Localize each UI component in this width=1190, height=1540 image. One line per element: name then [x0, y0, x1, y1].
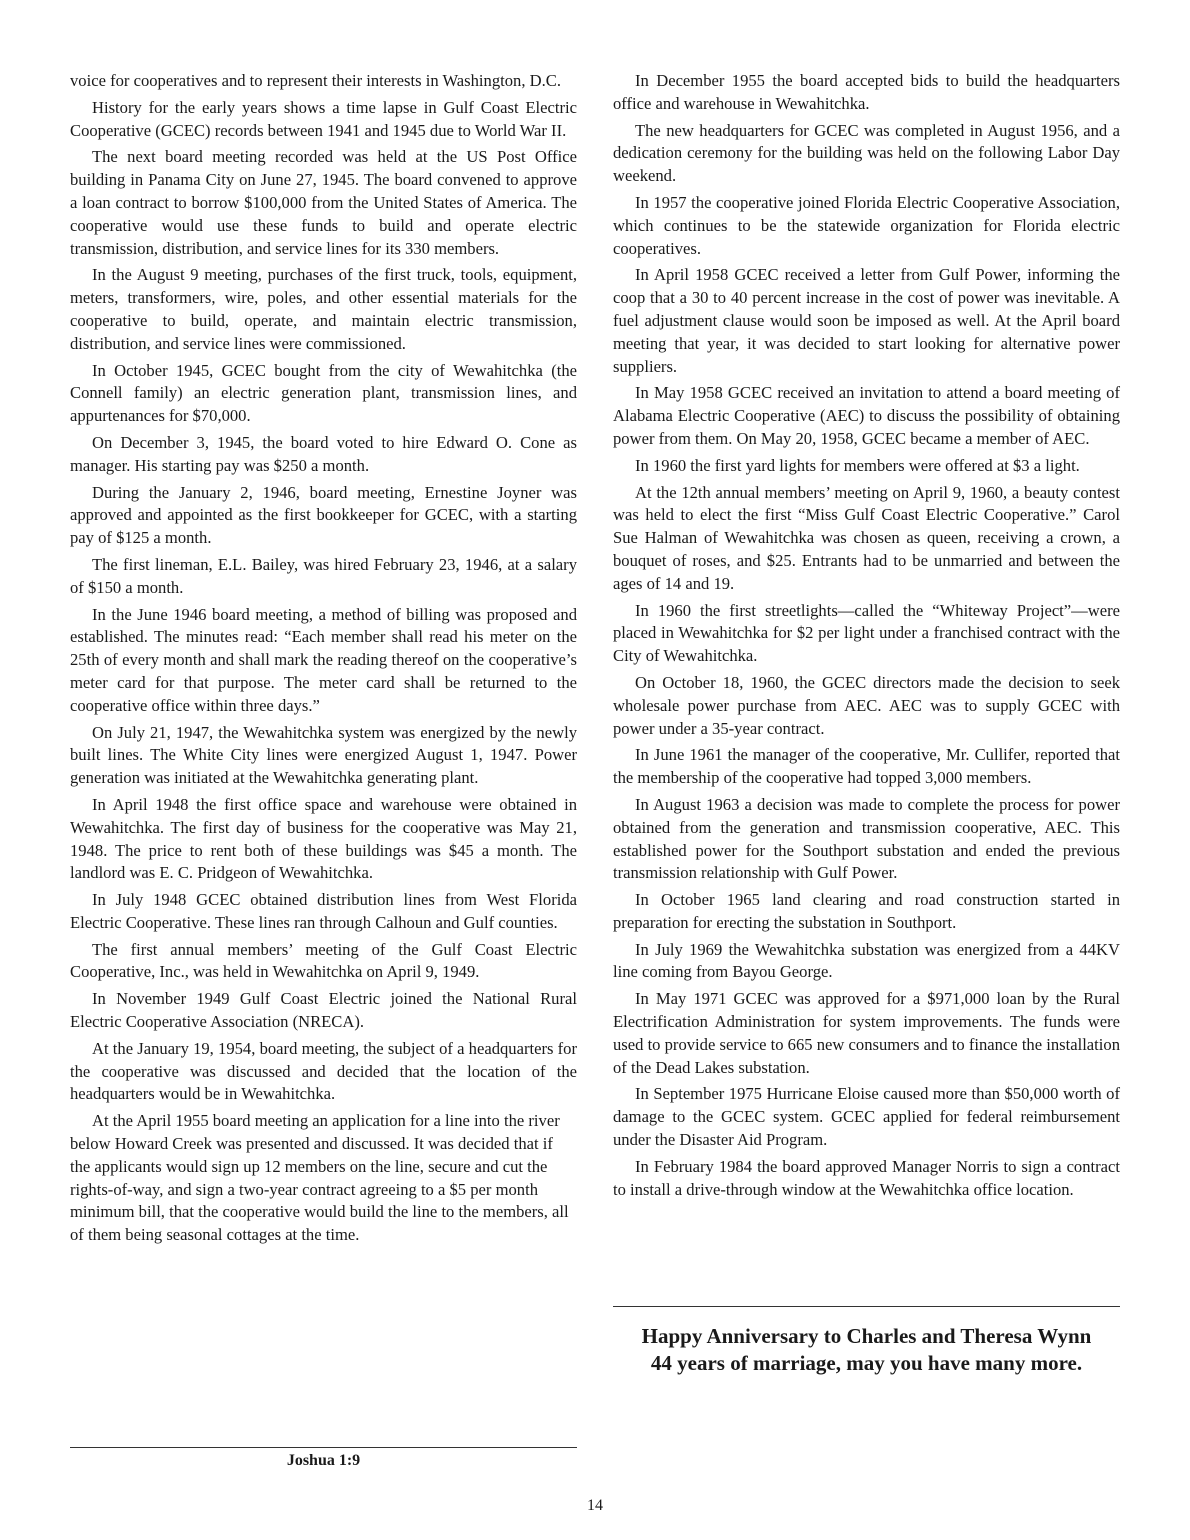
- paragraph: In July 1948 GCEC obtained distribution lines from West Florida Electric Cooperative. These lines ran through Calhoun and Gulf counties.: [70, 890, 577, 932]
- anniversary-notice: [613, 1323, 1120, 1377]
- paragraph: In 1960 the first yard lights for members were offered at $3 a light.: [635, 455, 1080, 475]
- left-column: [70, 70, 577, 1251]
- paragraph: In October 1965 land clearing and road construction started in preparation for erecting the substation in Southport.: [613, 890, 1120, 932]
- paragraph: During the January 2, 1946, board meeting, Ernestine Joyner was approved and appointed as the first bookkeeper for GCEC, with a starting pay of $125 a month.: [70, 482, 577, 548]
- paragraph: voice for cooperatives and to represent their interests in Washington, D.C.: [70, 71, 561, 90]
- divider-left: [70, 1447, 577, 1448]
- paragraph: In the June 1946 board meeting, a method of billing was proposed and established. The minutes read: “Each member shall read his meter on the 25th of every month and shall mark the reading thereof on the cooperative’s meter card for that purpose. The meter card shall be returned to the cooperative office within three days.”: [70, 604, 577, 715]
- paragraph: History for the early years shows a time lapse in Gulf Coast Electric Cooperative (GCEC) records between 1941 and 1945 due to World War II.: [70, 97, 577, 140]
- paragraph: In May 1958 GCEC received an invitation to attend a board meeting of Alabama Electric Cooperative (AEC) to discuss the possibility of obtaining power from them. On May 20, 1958, GCEC became a member of AEC.: [613, 383, 1120, 448]
- paragraph: On July 21, 1947, the Wewahitchka system was energized by the newly built lines. The White City lines were energized August 1, 1947. Power generation was initiated at the Wewahitchka generating plant.: [70, 722, 577, 788]
- paragraph: In 1957 the cooperative joined Florida Electric Cooperative Association, which continues to be the statewide organization for Florida electric cooperatives.: [613, 192, 1120, 258]
- paragraph: On October 18, 1960, the GCEC directors made the decision to seek wholesale power purchase from AEC. AEC was to supply GCEC with power under a 35-year contract.: [613, 672, 1120, 738]
- notice-line-2: 44 years of marriage, may you have many more.: [650, 1351, 1083, 1375]
- page-number: 14: [587, 1497, 603, 1514]
- paragraph: In June 1961 the manager of the cooperative, Mr. Cullifer, reported that the membership of the cooperative had topped 3,000 members.: [613, 745, 1120, 788]
- paragraph: In April 1958 GCEC received a letter from Gulf Power, informing the coop that a 30 to 40 percent increase in the cost of power was inevitable. A fuel adjustment clause would soon be imposed as well. At the April board meeting that year, it was decided to start looking for alternative power suppliers.: [613, 265, 1120, 376]
- paragraph: On December 3, 1945, the board voted to hire Edward O. Cone as manager. His starting pay was $250 a month.: [70, 432, 577, 475]
- paragraph: In September 1975 Hurricane Eloise caused more than $50,000 worth of damage to the GCEC system. GCEC applied for federal reimbursement under the Disaster Aid Program.: [613, 1084, 1120, 1150]
- paragraph: The first annual members’ meeting of the Gulf Coast Electric Cooperative, Inc., was held in Wewahitchka on April 9, 1949.: [70, 939, 577, 982]
- paragraph: In December 1955 the board accepted bids to build the headquarters office and warehouse in Wewahitchka.: [613, 71, 1120, 113]
- paragraph: In July 1969 the Wewahitchka substation was energized from a 44KV line coming from Bayou George.: [613, 939, 1120, 982]
- paragraph: In August 1963 a decision was made to complete the process for power obtained from the generation and transmission cooperative, AEC. This established power for the Southport substation and ended the previous transmission relationship with Gulf Power.: [613, 794, 1120, 883]
- paragraph: In 1960 the first streetlights—called the “Whiteway Project”—were placed in Wewahitchka for $2 per light under a franchised contract with the City of Wewahitchka.: [613, 600, 1120, 666]
- paragraph: In May 1971 GCEC was approved for a $971,000 loan by the Rural Electrification Administration for system improvements. The funds were used to provide service to 665 new consumers and to finance the installation of the Dead Lakes substation.: [613, 989, 1120, 1077]
- paragraph: In the August 9 meeting, purchases of the first truck, tools, equipment, meters, transformers, wire, poles, and other essential materials for the cooperative to build, operate, and maintain electric transmission, distribution, and service lines were commissioned.: [70, 265, 577, 353]
- paragraph: In November 1949 Gulf Coast Electric joined the National Rural Electric Cooperative Association (NRECA).: [70, 989, 577, 1032]
- right-column: [613, 70, 1120, 1205]
- paragraph: At the January 19, 1954, board meeting, the subject of a headquarters for the cooperative was discussed and decided that the location of the headquarters would be in Wewahitchka.: [70, 1038, 577, 1104]
- paragraph: At the April 1955 board meeting an application for a line into the river below Howard Creek was presented and discussed. It was decided that if the applicants would sign up 12 members on the line, secure and cut the rights-of-way, and sign a two-year contract agreeing to a $5 per month minimum bill, that the cooperative would build the line to the members, all of them being seasonal cottages at the time.: [70, 1111, 569, 1245]
- paragraph: In October 1945, GCEC bought from the city of Wewahitchka (the Connell family) an electric generation plant, transmission lines, and appurtenances for $70,000.: [70, 360, 577, 426]
- paragraph: In February 1984 the board approved Manager Norris to sign a contract to install a drive-through window at the Wewahitchka office location.: [613, 1156, 1120, 1199]
- paragraph: In April 1948 the first office space and warehouse were obtained in Wewahitchka. The first day of business for the cooperative was May 21, 1948. The price to rent both of these buildings was $45 a month. The landlord was E. C. Pridgeon of Wewahitchka.: [70, 794, 577, 883]
- footer-verse: Joshua 1:9: [286, 1452, 361, 1469]
- paragraph: The first lineman, E.L. Bailey, was hired February 23, 1946, at a salary of $150 a month.: [70, 554, 577, 597]
- notice-line-1: Happy Anniversary to Charles and Theresa Wynn: [641, 1324, 1092, 1348]
- paragraph: At the 12th annual members’ meeting on April 9, 1960, a beauty contest was held to elect the first “Miss Gulf Coast Electric Cooperative.” Carol Sue Halman of Wewahitchka was chosen as queen, receiving a crown, a bouquet of roses, and $25. Entrants had to be unmarried and between the ages of 14 and 19.: [613, 482, 1120, 593]
- paragraph: The new headquarters for GCEC was completed in August 1956, and a dedication ceremony for the building was held on the following Labor Day weekend.: [613, 120, 1120, 186]
- divider-right: [613, 1306, 1120, 1307]
- paragraph: The next board meeting recorded was held at the US Post Office building in Panama City on June 27, 1945. The board convened to approve a loan contract to borrow $100,000 from the United States of America. The cooperative would use these funds to build and operate electric transmission, distribution, and service lines for its 330 members.: [70, 147, 577, 258]
